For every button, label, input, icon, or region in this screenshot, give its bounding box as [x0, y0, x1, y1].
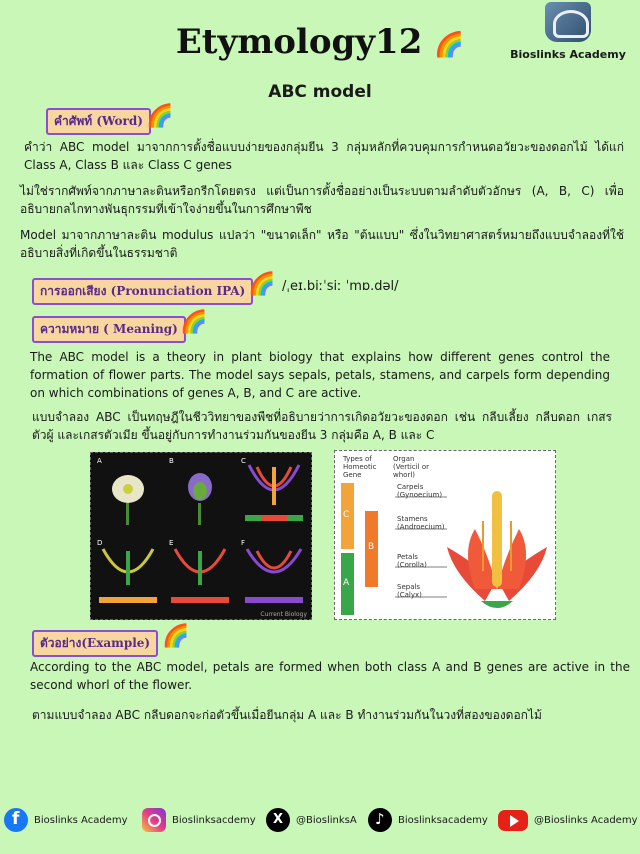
youtube-icon: [498, 810, 528, 831]
example-section-tag: ตัวอย่าง(Example): [32, 630, 158, 657]
rainbow-icon: 🌈: [146, 104, 174, 129]
organ-petals: Petals (Corolla): [397, 553, 427, 569]
footer-tiktok[interactable]: ♪ Bioslinksacademy: [368, 805, 488, 835]
brand-name: Bioslinks Academy: [510, 48, 626, 61]
word-paragraph-2: ไม่ใช่รากศัพท์จากภาษาละตินหรือกรีกโดยตรง แต่เป็นการตั้งชื่ออย่างเป็นระบบตามลำดับตัวอักษร (A, B, C) เพื่ออธิบายกลไกทางพันธุกรรมที่เข้าใจง่ายขึ้นในการศึกษาพืช: [20, 184, 624, 216]
example-english: According to the ABC model, petals are formed when both class A and B genes are active in the second whorl of the flower.: [30, 660, 630, 692]
footer-x[interactable]: X @BioslinksA: [266, 805, 357, 835]
organ-sepals: Sepals (Calyx): [397, 583, 422, 599]
word-paragraph-3: Model มาจากภาษาละติน modulus แปลว่า "ขนาดเล็ก" หรือ "ต้นแบบ" ซึ่งในวิทยาศาสตร์หมายถึงแบบจำลองที่ใช้อธิบายสิ่งที่เกิดขึ้นในธรรมชาติ: [20, 228, 624, 260]
meaning-section-tag: ความหมาย ( Meaning): [32, 316, 186, 343]
homeotic-gene-diagram: [334, 450, 556, 620]
panel-f: F: [237, 537, 311, 611]
gene-label-a: A: [343, 578, 350, 588]
organ-stamens: Stamens (Androecium): [397, 515, 445, 531]
example-thai: ตามแบบจำลอง ABC กลีบดอกจะก่อตัวขึ้นเมื่อยีนกลุ่ม A และ B ทำงานร่วมกันในวงที่สองของดอกไม้: [32, 708, 542, 722]
book-globe-icon: [545, 2, 591, 42]
gene-label-b: B: [368, 542, 375, 552]
panel-b: B: [165, 455, 235, 529]
meaning-thai: แบบจำลอง ABC เป็นทฤษฎีในชีววิทยาของพืชที่อธิบายว่าการเกิดอวัยวะของดอก เช่น กลีบเลี้ยง กลีบดอก เกสรตัวผู้ และเกสรตัวเมีย ขึ้นอยู่กับการทำงานร่วมกันของยีน 3 กลุ่มคือ A, B และ C: [32, 410, 612, 442]
rainbow-icon: 🌈: [162, 624, 190, 649]
rainbow-icon: 🌈: [434, 29, 465, 59]
brand-logo: [508, 2, 628, 61]
panel-c: C: [237, 455, 311, 529]
instagram-icon: [142, 808, 166, 832]
rainbow-icon: 🌈: [180, 310, 208, 335]
word-paragraph-1: คำว่า ABC model มาจากการตั้งชื่อแบบง่ายของกลุ่มยีน 3 กลุ่มหลักที่ควบคุมการกำหนดอวัยวะของดอกไม้ ได้แก่ Class A, Class B และ Class C genes: [24, 140, 624, 172]
word-section-tag: คำศัพท์ (Word): [46, 108, 151, 135]
gene-label-c: C: [343, 510, 350, 520]
rainbow-icon: 🌈: [248, 272, 276, 297]
meaning-english: The ABC model is a theory in plant biology that explains how different genes control the formation of flower parts. The model says sepals, petals, stamens, and carpels form depending on which combinations of genes A, B, and C are active.: [30, 350, 610, 400]
panel-d: D: [93, 537, 163, 611]
panel-a: A: [93, 455, 163, 529]
footer-instagram[interactable]: Bioslinksacdemy: [142, 805, 256, 835]
header-gene-type: Types of Homeotic Gene: [343, 455, 377, 479]
panel-e: E: [165, 537, 235, 611]
page-subtitle: ABC model: [268, 82, 372, 102]
page-title: Etymology12 🌈: [175, 22, 465, 62]
abc-mutant-figure: [90, 452, 312, 620]
facebook-icon: [4, 808, 28, 832]
organ-carpels: Carpels (Gynoecium): [397, 483, 443, 499]
header-organ: Organ (Verticil or whorl): [393, 455, 429, 479]
footer-facebook[interactable]: f Bioslinks Academy: [4, 805, 128, 835]
tiktok-icon: [368, 808, 392, 832]
x-icon: [266, 808, 290, 832]
ipa-transcription: /ˌeɪ.biːˈsiː ˈmɒ.dəl/: [282, 279, 399, 294]
footer-youtube[interactable]: @Bioslinks Academy: [498, 805, 638, 835]
pronunciation-section-tag: การออกเสียง (Pronunciation IPA): [32, 278, 253, 305]
figure-credit: Current Biology: [260, 611, 307, 618]
